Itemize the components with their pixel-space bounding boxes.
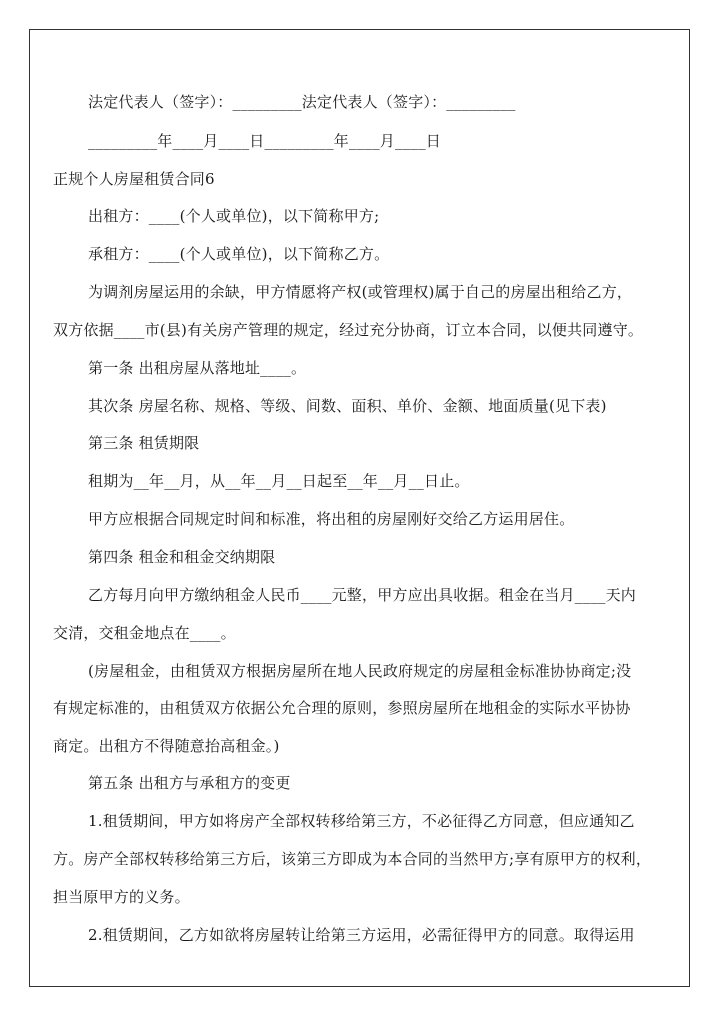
article-3-title: 第三条 租赁期限 [88, 434, 200, 452]
rent-line-2: 交清，交租金地点在____。 [53, 624, 236, 642]
article-2: 其次条 房屋名称、规格、等级、间数、面积、单价、金额、地面质量(见下表) [88, 397, 607, 415]
intro-line-1: 为调剂房屋运用的余缺，甲方情愿将产权(或管理权)属于自己的房屋出租给乙方， [88, 283, 633, 301]
article-4-title: 第四条 租金和租金交纳期限 [88, 548, 276, 566]
document-page [29, 29, 690, 987]
lease-term: 租期为__年__月，从__年__月__日起至__年__月__日止。 [88, 472, 470, 490]
clause-2-line-1: 2.租赁期间，乙方如欲将房屋转让给第三方运用，必需征得甲方的同意。取得运用 [88, 926, 635, 944]
contract-title: 正规个人房屋租赁合同6 [53, 170, 215, 188]
clause-1-line-1: 1.租赁期间，甲方如将房产全部权转移给第三方，不必征得乙方同意，但应通知乙 [88, 812, 635, 830]
rent-note-line-1: (房屋租金，由租赁双方根据房屋所在地人民政府规定的房屋租金标准协协商定;没 [88, 662, 632, 680]
date-line: _________年____月____日_________年____月____日 [88, 132, 442, 150]
rent-line-1: 乙方每月向甲方缴纳租金人民币____元整，甲方应出具收据。租金在当月____天内 [88, 586, 637, 604]
intro-line-2: 双方依据____市(县)有关房产管理的规定，经过充分协商，订立本合同，以便共同遵守。 [53, 321, 644, 339]
rent-note-line-3: 商定。出租方不得随意抬高租金。) [53, 737, 280, 755]
signature-line: 法定代表人（签字）：_________法定代表人（签字）：_________ [88, 93, 516, 111]
article-5-title: 第五条 出租方与承租方的变更 [88, 774, 291, 792]
clause-1-line-2: 方。房产全部权转移给第三方后，该第三方即成为本合同的当然甲方;享有原甲方的权利， [53, 850, 652, 868]
delivery-line: 甲方应根据合同规定时间和标准，将出租的房屋刚好交给乙方运用居住。 [88, 510, 575, 528]
lessee-line: 承租方：____(个人或单位)，以下简称乙方。 [88, 245, 390, 263]
rent-note-line-2: 有规定标准的，由租赁双方依据公允合理的原则，参照房屋所在地租金的实际水平协协 [53, 699, 631, 717]
clause-1-line-3: 担当原甲方的义务。 [53, 888, 190, 906]
article-1: 第一条 出租房屋从落地址____。 [88, 359, 307, 377]
lessor-line: 出租方：____(个人或单位)，以下简称甲方; [88, 207, 380, 225]
